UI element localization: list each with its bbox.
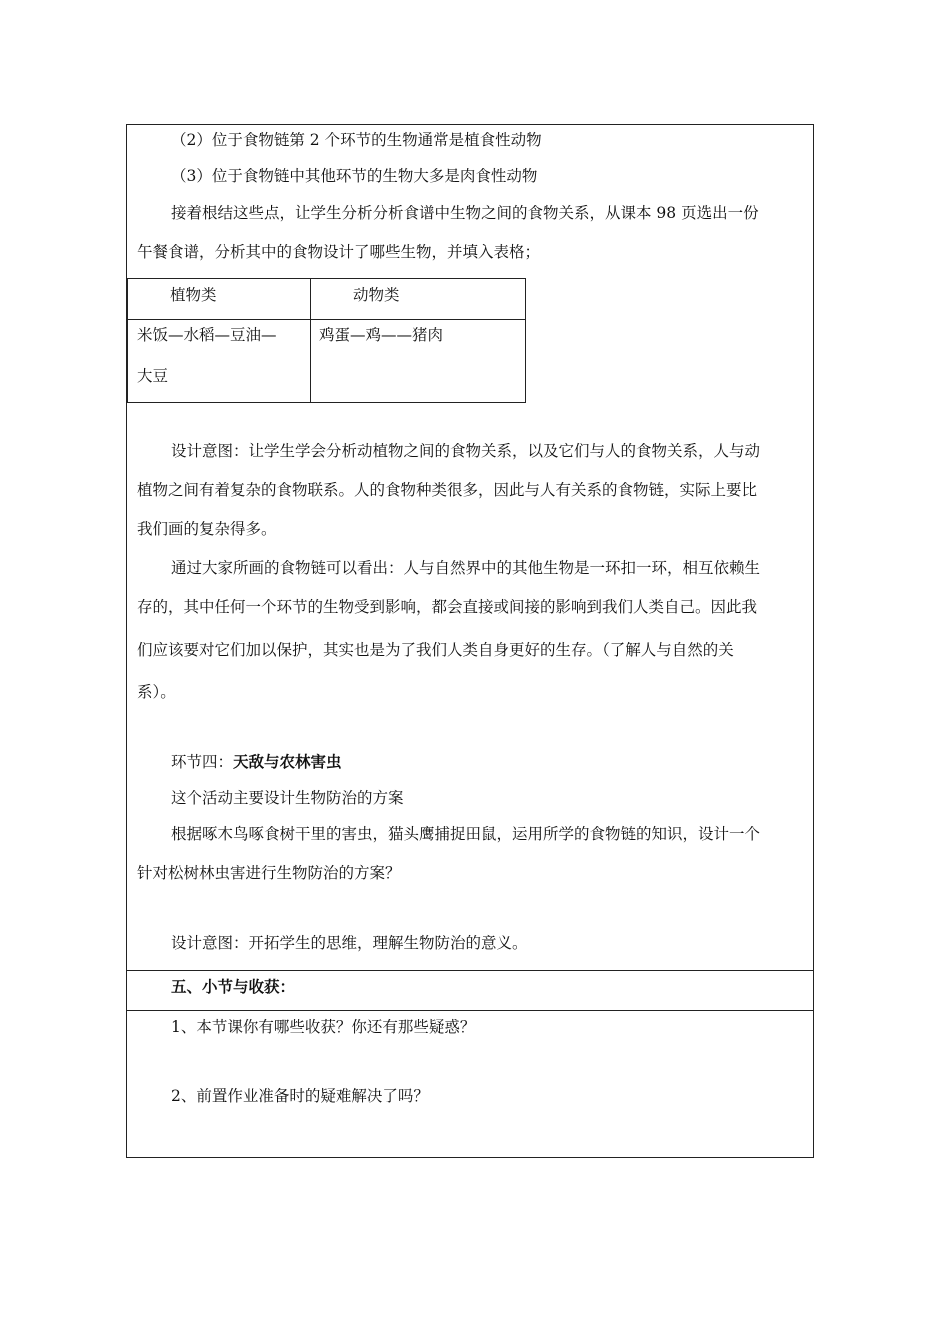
section5-question1: 1、本节课你有哪些收获？你还有那些疑惑？ — [171, 1018, 476, 1036]
plant-chain-line2: 大豆 — [137, 367, 169, 385]
conclusion-line3: 们应该要对它们加以保护，其实也是为了我们人类自身更好的生存。（了解人与自然的关 — [137, 641, 734, 659]
section5-title: 五、小节与收获： — [171, 977, 296, 996]
conclusion-line1: 通过大家所画的食物链可以看出：人与自然界中的其他生物是一环扣一环，相互依赖生 — [171, 559, 761, 577]
section-divider — [127, 1010, 813, 1011]
lesson-plan-table — [126, 124, 814, 1158]
design-intent-1-line3: 我们画的复杂得多。 — [137, 520, 277, 538]
section4-line2: 根据啄木鸟啄食树干里的害虫，猫头鹰捕捉田鼠，运用所学的食物链的知识，设计一个 — [171, 825, 761, 843]
section4-prefix: 环节四： — [171, 753, 234, 771]
intro-text-line2: 午餐食谱，分析其中的食物设计了哪些生物，并填入表格； — [137, 243, 541, 261]
header-animals: 动物类 — [353, 286, 400, 304]
point-2-text: （2）位于食物链第 2 个环节的生物通常是植食性动物 — [171, 131, 542, 149]
design-intent-1-line2: 植物之间有着复杂的食物联系。人的食物种类很多，因此与人有关系的食物链，实际上要比 — [137, 481, 758, 499]
table-column-divider — [310, 279, 311, 402]
section-divider — [127, 970, 813, 971]
intro-text-line1: 接着根结这些点，让学生分析分析食谱中生物之间的食物关系，从课本 98 页选出一份 — [171, 204, 759, 222]
section4-line1: 这个活动主要设计生物防治的方案 — [171, 789, 404, 807]
conclusion-line2: 存的，其中任何一个环节的生物受到影响，都会直接或间接的影响到我们人类自己。因此我 — [137, 598, 758, 616]
conclusion-line4: 系）。 — [137, 683, 176, 701]
food-classification-table — [127, 278, 526, 403]
header-plants: 植物类 — [170, 286, 217, 304]
plant-chain-line1: 米饭—水稻—豆油— — [137, 326, 277, 344]
table-row-divider — [128, 319, 525, 320]
point-3-text: （3）位于食物链中其他环节的生物大多是肉食性动物 — [171, 167, 538, 185]
section4-intent: 设计意图：开拓学生的思维，理解生物防治的意义。 — [171, 934, 528, 952]
section5-question2: 2、前置作业准备时的疑难解决了吗？ — [171, 1087, 429, 1105]
design-intent-1-line1: 设计意图：让学生学会分析动植物之间的食物关系，以及它们与人的食物关系，人与动 — [171, 442, 761, 460]
animal-chain: 鸡蛋—鸡——猪肉 — [319, 326, 444, 344]
section4-title: 天敌与农林害虫 — [233, 752, 342, 771]
section4-line3: 针对松树林虫害进行生物防治的方案？ — [137, 864, 401, 882]
section4-heading — [171, 752, 342, 772]
